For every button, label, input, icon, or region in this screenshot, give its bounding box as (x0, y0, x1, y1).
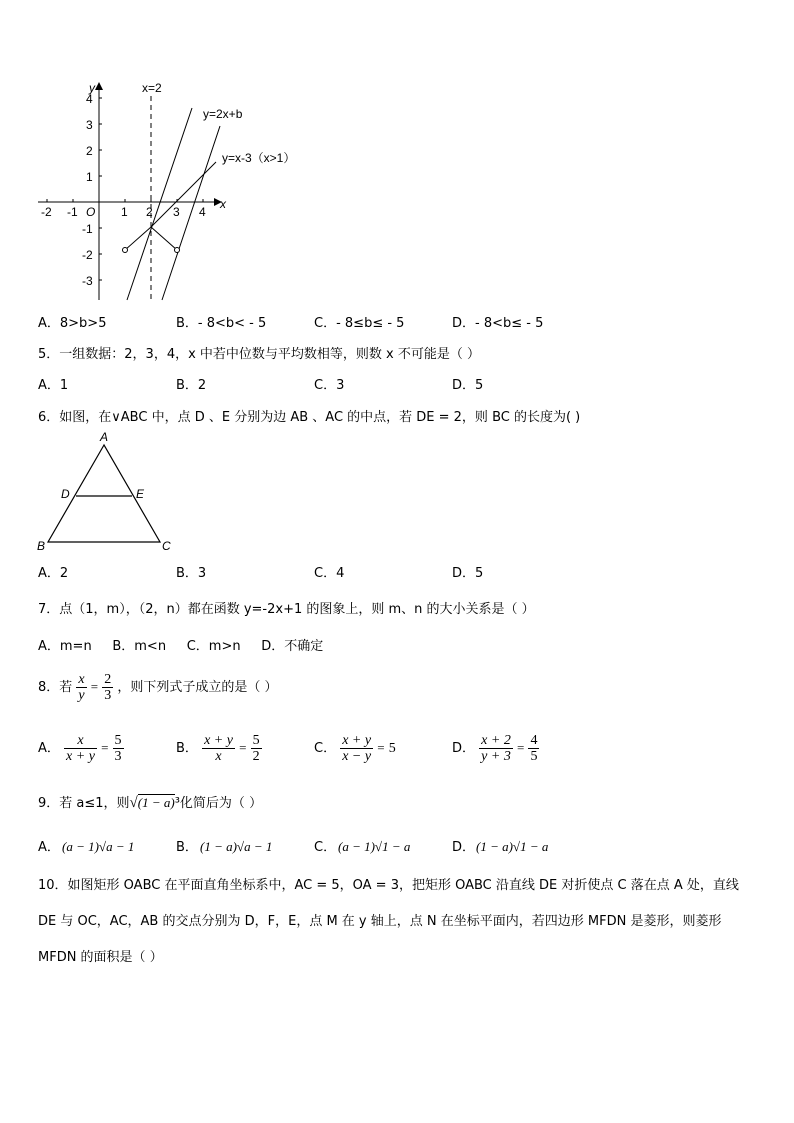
q6-stem: 6．如图，在∨ABC 中，点 D 、E 分别为边 AB 、AC 的中点，若 DE = 2，则 BC 的长度为( ) (38, 410, 581, 425)
q5-option-b[interactable]: B．2 (176, 378, 207, 393)
segment-right (151, 227, 177, 250)
q9-option-a[interactable]: (a − 1)√a − 1 (62, 839, 135, 854)
radical-sign: √ (129, 795, 138, 811)
line1-label: y=2x+b (203, 107, 243, 121)
vertex-label-b: B (37, 539, 46, 553)
q9-option-a-label: A． (38, 840, 60, 855)
x-tick-label: 1 (121, 205, 128, 219)
segment-left (125, 227, 151, 250)
line-y2x-b-upper (127, 108, 192, 300)
q4-option-c[interactable]: C．- 8≤b≤ - 5 (314, 316, 405, 331)
q8-condition-rhs: $\frac{2}{3}$ (104, 672, 112, 703)
triangle-figure (34, 428, 184, 556)
q6-option-c[interactable]: C．4 (314, 566, 345, 581)
vertex-label-a: A (100, 430, 109, 444)
q5-stem: 5．一组数据：2，3，4，x 中若中位数与平均数相等，则数 x 不可能是（ ） (38, 347, 481, 362)
q7-options[interactable]: A．m=n B．m<n C．m>n D．不确定 (38, 639, 324, 654)
q9-option-d[interactable]: (1 − a)√1 − a (476, 839, 549, 854)
q4-option-d[interactable]: D．- 8<b≤ - 5 (452, 316, 544, 331)
q10-stem-line2: DE 与 OC，AC，AB 的交点分别为 D，F，E，点 M 在 y 轴上，点 N 在坐标平面内，若四边形 MFDN 是菱形，则菱形 (38, 914, 722, 929)
open-point-right (175, 248, 180, 253)
x-tick-label: 2 (146, 205, 153, 219)
origin-label: O (86, 205, 96, 219)
x-tick-label: 4 (199, 205, 206, 219)
point-label-e: E (136, 487, 145, 501)
q5-option-d[interactable]: D．5 (452, 378, 484, 393)
q8-option-a[interactable]: A． $\frac{x}{x + y}$ = $\frac{5}{3}$ (38, 733, 122, 764)
q8-option-b[interactable]: B． $\frac{x + y}{x}$ = $\frac{5}{2}$ (176, 733, 260, 764)
y-tick-label: -2 (82, 248, 93, 262)
q4-option-b[interactable]: B．- 8<b< - 5 (176, 316, 267, 331)
q7-stem: 7．点（1，m），（2，n）都在函数 y=-2x+1 的图象上，则 m、n 的大小关系是（ ） (38, 602, 535, 617)
vertical-line-label: x=2 (142, 81, 162, 95)
vertex-label-c: C (162, 539, 171, 553)
q9-option-c[interactable]: (a − 1)√1 − a (338, 839, 411, 854)
q6-option-a[interactable]: A．2 (38, 566, 69, 581)
q6-option-b[interactable]: B．3 (176, 566, 207, 581)
open-point-left (123, 248, 128, 253)
x-axis-label: x (220, 197, 226, 211)
line-y2x-b-lower (162, 126, 220, 300)
q5-option-c[interactable]: C．3 (314, 378, 345, 393)
y-axis-label: y (89, 81, 95, 95)
q6-option-d[interactable]: D．5 (452, 566, 484, 581)
y-axis-arrow (95, 82, 103, 90)
function-graph (30, 78, 330, 303)
y-tick-label: 4 (86, 92, 93, 106)
y-tick-label: 2 (86, 144, 93, 158)
q9-radicand: (1 − a) (137, 795, 175, 810)
q5-option-a[interactable]: A．1 (38, 378, 69, 393)
q4-option-a[interactable]: A．8>b>5 (38, 316, 107, 331)
q9-option-b-label: B． (176, 840, 198, 855)
q9-option-c-label: C． (314, 840, 337, 855)
q9-option-b[interactable]: (1 − a)√a − 1 (200, 839, 273, 854)
x-tick-label: -2 (41, 205, 52, 219)
q8-option-d[interactable]: D． $\frac{x + 2}{y + 3}$ = $\frac{4}{5}$ (452, 733, 538, 764)
q10-stem-line3: MFDN 的面积是（ ） (38, 950, 163, 965)
q9-suffix: ³化简后为（ ） (174, 796, 263, 811)
y-tick-label: 3 (86, 118, 93, 132)
y-tick-label: -3 (82, 274, 93, 288)
y-tick-label: -1 (82, 222, 93, 236)
q10-stem-line1: 10．如图矩形 OABC 在平面直角坐标系中，AC = 5，OA = 3，把矩形 OABC 沿直线 DE 对折使点 C 落在点 A 处，直线 (38, 878, 739, 893)
y-tick-label: 1 (86, 170, 93, 184)
q8-prefix: 8．若 (38, 680, 73, 695)
q8-suffix: ，则下列式子成立的是（ ） (117, 680, 278, 695)
q8-condition-lhs: $\frac{x}{y}$ (78, 672, 85, 703)
q8-stem: 8．若 $\frac{x}{y}$ = $\frac{2}{3}$ ，则下列式子成立的是（ ） (38, 672, 278, 703)
q9-option-d-label: D． (452, 840, 476, 855)
q9-stem (38, 792, 262, 812)
point-label-d: D (61, 487, 70, 501)
line2-label: y=x-3（x>1） (222, 151, 296, 165)
q9-prefix: 9．若 a≤1，则 (38, 796, 130, 811)
q8-option-c[interactable]: C． $\frac{x + y}{x - y}$ = 5 (314, 733, 396, 764)
line-y-x-3 (151, 162, 216, 227)
x-tick-label: -1 (67, 205, 78, 219)
x-tick-label: 3 (173, 205, 180, 219)
